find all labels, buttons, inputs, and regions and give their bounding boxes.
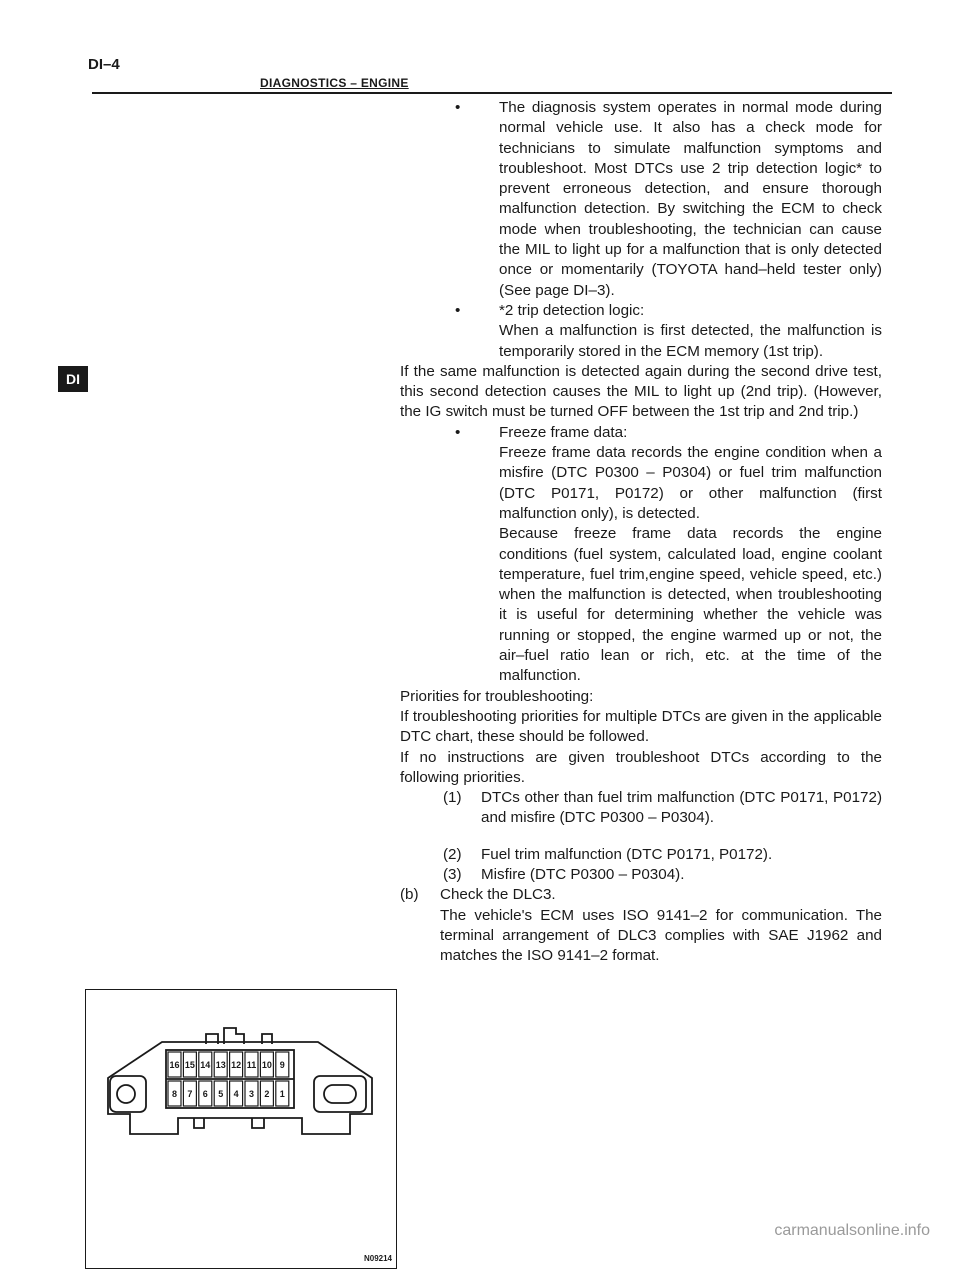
pin-label-12: 12 bbox=[231, 1060, 242, 1070]
bullet-dot: • bbox=[455, 423, 461, 441]
bullet-freeze-title: Freeze frame data: bbox=[499, 423, 628, 441]
pin-label-10: 10 bbox=[261, 1060, 272, 1070]
right-mounting-tab bbox=[314, 1076, 366, 1112]
bullet-diagnosis-system bbox=[400, 98, 882, 301]
header-title: DIAGNOSTICS – ENGINE bbox=[260, 76, 409, 90]
dlc3-figure bbox=[85, 989, 397, 1269]
pin-label-3: 3 bbox=[248, 1089, 255, 1099]
pin-label-11: 11 bbox=[246, 1060, 257, 1070]
pin-label-5: 5 bbox=[218, 1089, 224, 1099]
step-label: (b) bbox=[400, 886, 419, 904]
bottom-key-left bbox=[194, 1118, 204, 1128]
pin-label-7: 7 bbox=[187, 1089, 193, 1099]
content bbox=[400, 98, 882, 966]
priority-item-2 bbox=[400, 845, 882, 865]
section-tab: DI bbox=[58, 366, 88, 392]
priorities-title: Priorities for troubleshooting: bbox=[400, 687, 594, 705]
bullet-dot: • bbox=[455, 301, 461, 319]
watermark: carmanualsonline.info bbox=[774, 1222, 930, 1239]
pin-label-14: 14 bbox=[200, 1060, 211, 1070]
priority-text: Misfire (DTC P0300 – P0304). bbox=[481, 865, 685, 883]
dlc3-connector-diagram bbox=[86, 990, 395, 1267]
paragraph-second-detection: If the same malfunction is detected again during the second drive test, this second detection causes the MIL to light up (2nd trip). (However, the IG switch must be turned OFF between the 1st trip and 2nd trip.) bbox=[400, 362, 882, 421]
bullet-2trip-text: When a malfunction is first detected, the malfunction is temporarily stored in the ECM memory (1st trip). bbox=[499, 322, 882, 360]
bullet-2trip bbox=[400, 301, 882, 362]
step-b bbox=[400, 885, 882, 966]
connector-housing bbox=[108, 1042, 372, 1134]
priority-number: (1) bbox=[443, 789, 462, 807]
step-b-title: Check the DLC3. bbox=[440, 886, 556, 904]
figure-id: N09214 bbox=[363, 1254, 392, 1263]
step-b-text: The vehicle's ECM uses ISO 9141–2 for communication. The terminal arrangement of DLC3 complies with SAE J1962 and matches the ISO 9141–2 format. bbox=[440, 906, 882, 965]
priority-number: (3) bbox=[443, 865, 462, 883]
bullet-freeze-frame bbox=[400, 423, 882, 687]
page-code: DI–4 bbox=[88, 56, 120, 73]
pin-label-4: 4 bbox=[233, 1089, 239, 1099]
left-mount-hole bbox=[117, 1085, 135, 1103]
pin-label-2: 2 bbox=[264, 1089, 270, 1099]
bullet-freeze-text-1: Freeze frame data records the engine condition when a misfire (DTC P0300 – P0304) or fuel trim malfunction (DTC P0171, P0172) or other malfunction (first malfunction only), is detected. bbox=[499, 444, 882, 522]
bullet-diagnosis-text: The diagnosis system operates in normal mode during normal vehicle use. It also has a check mode for technicians to simulate malfunction symptoms and troubleshoot. Most DTCs use 2 trip detection logic* to prevent erroneous detection, and ensure thorough malfunction detection. By switching the ECM to check mode when troubleshooting, the technician can cause the MIL to light up for a malfunction that is only detected once or momentarily (TOYOTA hand–held tester only) (See page DI–3). bbox=[499, 99, 882, 299]
bullet-freeze-text-2: Because freeze frame data records the engine conditions (fuel system, calculated load, engine coolant temperature, fuel trim,engine speed, vehicle speed, etc.) when the malfunction is detected, when troubleshooting it is useful for determining whether the vehicle was running or stopped, the engine warmed up or not, the air–fuel ratio lean or rich, etc. at the time of the malfunction. bbox=[499, 525, 882, 685]
pin-label-13: 13 bbox=[215, 1060, 226, 1070]
bottom-key-right bbox=[252, 1118, 264, 1128]
right-mount-slot bbox=[324, 1085, 356, 1103]
pin-label-1: 1 bbox=[279, 1089, 285, 1099]
pin-label-16: 16 bbox=[169, 1060, 180, 1070]
pin-label-9: 9 bbox=[279, 1060, 285, 1070]
header-rule bbox=[92, 92, 892, 94]
priority-text: DTCs other than fuel trim malfunction (DTC P0171, P0172) and misfire (DTC P0300 – P0304). bbox=[481, 789, 882, 827]
priorities-paragraph-1: If troubleshooting priorities for multiple DTCs are given in the applicable DTC chart, these should be followed. bbox=[400, 707, 882, 746]
priority-number: (2) bbox=[443, 845, 462, 863]
priority-text: Fuel trim malfunction (DTC P0171, P0172). bbox=[481, 845, 773, 863]
priorities-paragraph-2: If no instructions are given troubleshoot DTCs according to the following priorities. bbox=[400, 748, 882, 786]
priority-item-3 bbox=[400, 865, 882, 885]
bullet-dot: • bbox=[455, 99, 461, 116]
pin-label-8: 8 bbox=[171, 1089, 178, 1099]
bullet-2trip-title: *2 trip detection logic: bbox=[499, 301, 645, 319]
pin-label-15: 15 bbox=[184, 1060, 195, 1070]
pin-label-6: 6 bbox=[202, 1089, 208, 1099]
left-mounting-tab bbox=[110, 1076, 146, 1112]
priority-item-1 bbox=[400, 788, 882, 829]
